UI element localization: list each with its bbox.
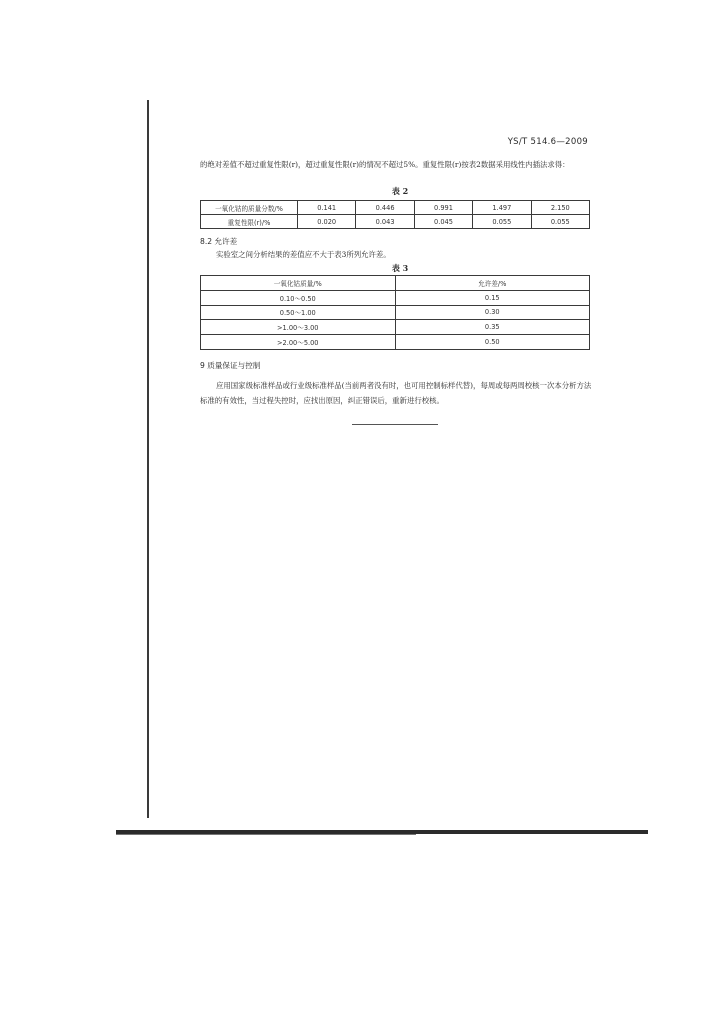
table3-header-row (201, 276, 590, 291)
table3-cell: 0.10～0.50 (201, 290, 396, 305)
bottom-scan-edge-shadow (116, 834, 416, 835)
table3-caption: 表 3 (391, 263, 409, 273)
table2-cell: 0.043 (356, 215, 414, 229)
table2-cell: 1.497 (473, 201, 531, 215)
table3-cell: >1.00～3.00 (201, 320, 396, 335)
table2-cell: 0.020 (298, 215, 356, 229)
table2-cell: 0.055 (473, 215, 531, 229)
table3-row (201, 320, 590, 335)
end-of-text-rule (352, 424, 438, 425)
section-8-2-text: 实验室之间分析结果的差值应不大于表3所列允许差。 (216, 250, 391, 259)
left-binding-line (147, 100, 149, 818)
table2-row-mass-fraction (201, 201, 590, 215)
table3-row (201, 335, 590, 350)
table2-cell: 0.446 (356, 201, 414, 215)
table3-cell: 0.50 (395, 335, 589, 350)
section-9-heading: 9 质量保证与控制 (200, 361, 261, 370)
table2-cell: 0.045 (414, 215, 472, 229)
table2-cell: 0.141 (298, 201, 356, 215)
intro-paragraph: 的绝对差值不超过重复性限(r)，超过重复性限(r)的情况不超过5%。重复性限(r)按表2数据采用线性内插法求得： (200, 160, 570, 169)
table2 (200, 200, 590, 229)
section-8-2-heading: 8.2 允许差 (200, 237, 238, 246)
table3-cell: 0.50～1.00 (201, 305, 396, 320)
table2-row-repeatability (201, 215, 590, 229)
table3-cell: >2.00～5.00 (201, 335, 396, 350)
table3 (200, 275, 590, 350)
table3-row (201, 290, 590, 305)
table2-cell: 0.055 (531, 215, 589, 229)
table3-cell: 0.35 (395, 320, 589, 335)
table3-row (201, 305, 590, 320)
table2-row-label: 一氧化钴的质量分数/% (201, 201, 298, 215)
table2-cell: 2.150 (531, 201, 589, 215)
table3-cell: 0.30 (395, 305, 589, 320)
standard-number: YS/T 514.6—2009 (507, 137, 588, 147)
table3-header: 允许差/% (395, 276, 589, 291)
table2-caption: 表 2 (391, 186, 409, 196)
table3-header: 一氧化钴质量/% (201, 276, 396, 291)
table2-cell: 0.991 (414, 201, 472, 215)
table3-cell: 0.15 (395, 290, 589, 305)
table2-row-label: 重复性限(r)/% (201, 215, 298, 229)
section-9-text: 应用国家级标准样品或行业级标准样品(当前两者没有时，也可用控制标样代替)，每周或每两周校核一次本分析方法标准的有效性，当过程失控时，应找出原因，纠正错误后，重新进行校核。 (200, 381, 592, 405)
